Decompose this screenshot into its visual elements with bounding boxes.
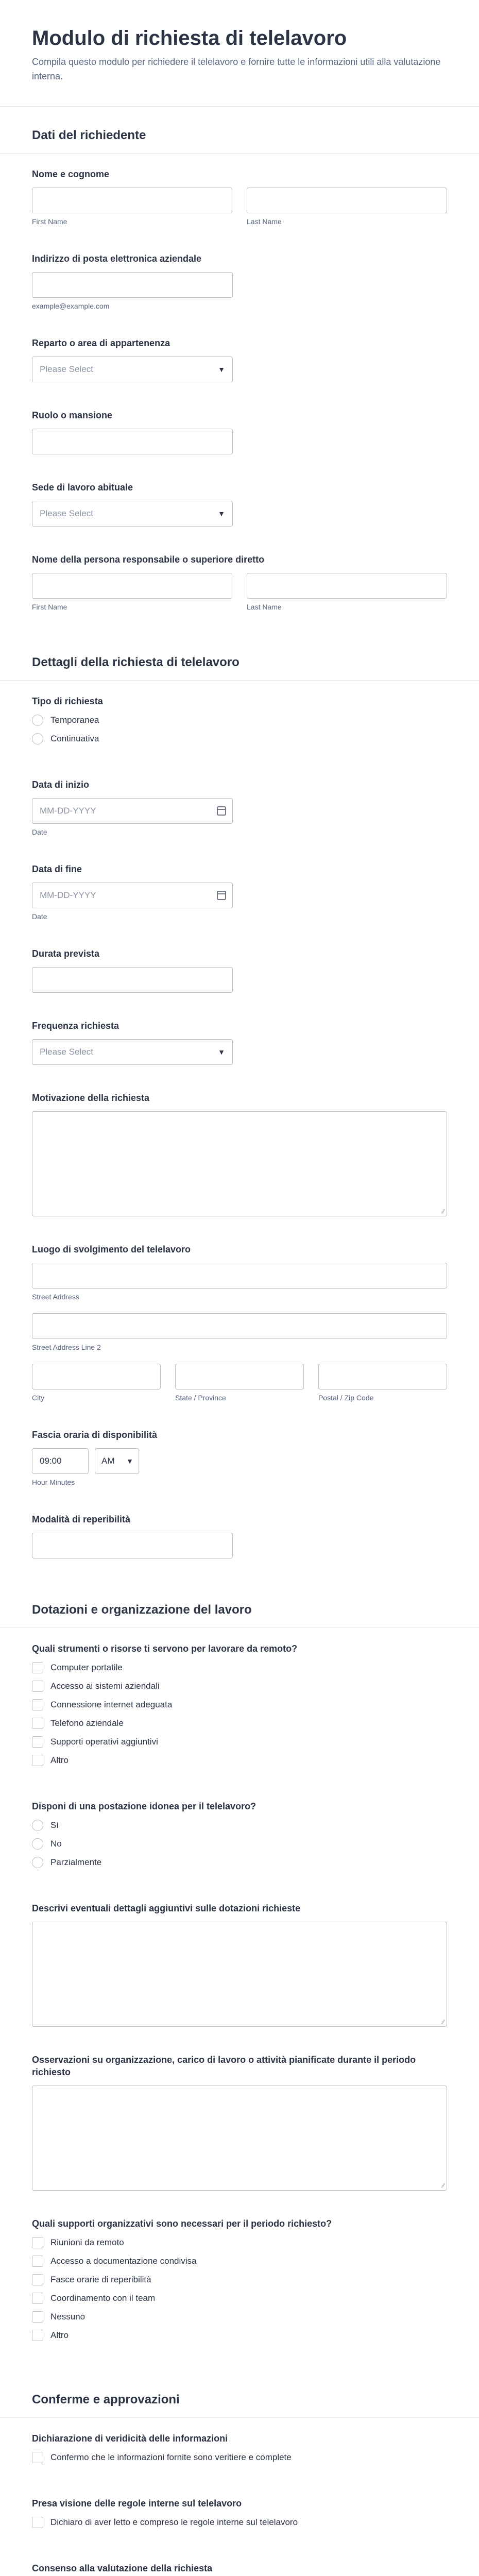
date-placeholder: MM-DD-YYYY: [40, 890, 96, 900]
field-label: Dichiarazione di veridicità delle informazioni: [32, 2433, 228, 2444]
zip-input[interactable]: [318, 1364, 447, 1389]
option-label: Coordinamento con il team: [50, 2293, 156, 2303]
field-consent: [0, 2548, 479, 2576]
field-label: Nome della persona responsabile o superiore diretto: [32, 554, 265, 565]
section-title: Dettagli della richiesta di telelavoro: [32, 655, 239, 669]
option-label: Computer portatile: [50, 1663, 123, 1672]
field-support: [0, 2203, 479, 2361]
field-label: Data di fine: [32, 864, 82, 874]
field-label: Nome e cognome: [32, 169, 110, 179]
checkbox-option[interactable]: [32, 1681, 447, 1692]
checkbox-option[interactable]: [32, 1736, 447, 1748]
end-date-input[interactable]: [32, 883, 233, 908]
resize-handle-icon[interactable]: ∕∕: [442, 2018, 444, 2025]
city-input[interactable]: [32, 1364, 161, 1389]
last-name-sublabel: Last Name: [247, 217, 282, 226]
radio-button[interactable]: [32, 1857, 43, 1868]
email-input[interactable]: [32, 272, 233, 298]
chevron-down-icon: ▼: [218, 1048, 225, 1056]
radio-button[interactable]: [32, 733, 43, 744]
option-label: Altro: [50, 1755, 69, 1765]
field-label: Quali strumenti o risorse ti servono per lavorare da remoto?: [32, 1643, 298, 1654]
option-label: No: [50, 1839, 62, 1849]
checkbox-option[interactable]: [32, 2452, 447, 2463]
field-label: Quali supporti organizzativi sono necessari per il periodo richiesto?: [32, 2218, 332, 2229]
department-placeholder: Please Select: [40, 364, 93, 374]
radio-option[interactable]: [32, 1838, 447, 1850]
first-name-input[interactable]: [32, 188, 232, 213]
field-motivation: [0, 1077, 479, 1229]
field-label: Fascia oraria di disponibilità: [32, 1430, 158, 1440]
section-confirmations: [0, 2371, 479, 2418]
section-applicant: [0, 107, 479, 154]
option-label: Altro: [50, 2330, 69, 2340]
field-label: Frequenza richiesta: [32, 1021, 119, 1031]
motivation-textarea[interactable]: [32, 1111, 447, 1216]
field-rules: [0, 2483, 479, 2548]
date-placeholder: MM-DD-YYYY: [40, 806, 96, 816]
extra-details-textarea[interactable]: [32, 1922, 447, 2027]
state-sublabel: State / Province: [175, 1394, 226, 1402]
time-input[interactable]: 09:00: [32, 1448, 89, 1474]
checkbox-option[interactable]: [32, 1699, 447, 1710]
field-observations: [0, 2039, 479, 2203]
radio-button[interactable]: [32, 1820, 43, 1831]
resize-handle-icon[interactable]: ∕∕: [442, 2182, 444, 2189]
street-address-input[interactable]: [32, 1263, 447, 1289]
manager-first-sublabel: First Name: [32, 603, 67, 611]
form-subtitle: Compila questo modulo per richiedere il telelavoro e fornire tutte le informazioni utili alla valutazione interna.: [32, 57, 441, 81]
checkbox-option[interactable]: [32, 1755, 447, 1766]
field-label: Data di inizio: [32, 779, 90, 790]
section-equipment: [0, 1581, 479, 1628]
city-sublabel: City: [32, 1394, 45, 1402]
chevron-down-icon: ▼: [126, 1457, 133, 1465]
form-header: [0, 0, 479, 107]
email-sublabel: example@example.com: [32, 302, 110, 310]
field-label: Indirizzo di posta elettronica aziendale: [32, 253, 202, 264]
field-label: Luogo di svolgimento del telelavoro: [32, 1244, 191, 1255]
option-label: Supporti operativi aggiuntivi: [50, 1737, 158, 1747]
option-label: Connessione internet adeguata: [50, 1700, 173, 1709]
field-full-name: [0, 154, 479, 238]
checkbox-option[interactable]: [32, 1718, 447, 1729]
checkbox[interactable]: [32, 2311, 43, 2323]
chevron-down-icon: ▼: [218, 365, 225, 374]
option-label: Accesso a documentazione condivisa: [50, 2256, 197, 2266]
field-email: [0, 238, 479, 323]
section-title: Dati del richiedente: [32, 128, 146, 142]
chevron-down-icon: ▼: [218, 510, 225, 518]
site-placeholder: Please Select: [40, 509, 93, 518]
resize-handle-icon[interactable]: ∕∕: [442, 1208, 444, 1215]
section-title: Dotazioni e organizzazione del lavoro: [32, 1603, 252, 1617]
zip-sublabel: Postal / Zip Code: [318, 1394, 374, 1402]
field-label: Durata prevista: [32, 948, 100, 959]
option-label: Parzialmente: [50, 1857, 102, 1867]
field-manager: [0, 539, 479, 623]
checkbox[interactable]: [32, 1662, 43, 1673]
section-request: [0, 634, 479, 681]
checkbox[interactable]: [32, 2237, 43, 2248]
checkbox-option[interactable]: [32, 2311, 447, 2323]
field-reachability: [0, 1499, 479, 1571]
option-label: Dichiaro di aver letto e compreso le regole interne sul telelavoro: [50, 2517, 298, 2527]
radio-button[interactable]: [32, 715, 43, 726]
frequency-placeholder: Please Select: [40, 1047, 93, 1057]
checkbox-option[interactable]: [32, 2237, 447, 2248]
field-request-type: [0, 681, 479, 764]
radio-button[interactable]: [32, 1838, 43, 1850]
checkbox[interactable]: [32, 2256, 43, 2267]
field-label: Sede di lavoro abituale: [32, 482, 133, 493]
field-label: Presa visione delle regole interne sul telelavoro: [32, 2498, 242, 2509]
field-hours: [0, 1414, 479, 1499]
date-sublabel: Date: [32, 912, 47, 921]
checkbox-option[interactable]: [32, 2293, 447, 2304]
radio-option[interactable]: [32, 733, 447, 744]
checkbox[interactable]: [32, 1718, 43, 1729]
field-duration: [0, 933, 479, 1005]
checkbox[interactable]: [32, 1736, 43, 1748]
field-label: Consenso alla valutazione della richiesta: [32, 2563, 213, 2573]
option-label: Accesso ai sistemi aziendali: [50, 1681, 160, 1691]
manager-first-name-input[interactable]: [32, 573, 232, 599]
option-label: Riunioni da remoto: [50, 2238, 124, 2247]
street-sublabel: Street Address: [32, 1293, 79, 1301]
checkbox[interactable]: [32, 2452, 43, 2463]
street-address-2-input[interactable]: [32, 1313, 447, 1339]
field-location: [0, 1229, 479, 1414]
reachability-input[interactable]: [32, 1533, 233, 1558]
calendar-icon[interactable]: [217, 891, 226, 900]
field-workstation: [0, 1786, 479, 1888]
field-start-date: [0, 764, 479, 849]
checkbox[interactable]: [32, 1699, 43, 1710]
option-label: Sì: [50, 1820, 59, 1830]
time-sublabel: Hour Minutes: [32, 1478, 75, 1486]
checkbox[interactable]: [32, 2517, 43, 2528]
department-select[interactable]: [32, 357, 233, 382]
checkbox[interactable]: [32, 2330, 43, 2341]
option-label: Nessuno: [50, 2312, 85, 2321]
date-sublabel: Date: [32, 828, 47, 836]
ampm-value: AM: [101, 1456, 115, 1466]
manager-last-sublabel: Last Name: [247, 603, 282, 611]
field-extra-details: [0, 1888, 479, 2039]
field-label: Disponi di una postazione idonea per il telelavoro?: [32, 1801, 256, 1811]
field-frequency: [0, 1005, 479, 1077]
frequency-select[interactable]: [32, 1039, 233, 1065]
calendar-icon[interactable]: [217, 806, 226, 816]
last-name-input[interactable]: [247, 188, 447, 213]
field-label: Descrivi eventuali dettagli aggiuntivi sulle dotazioni richieste: [32, 1903, 301, 1913]
checkbox-option[interactable]: [32, 2274, 447, 2285]
field-site: [0, 467, 479, 539]
field-label: Reparto o area di appartenenza: [32, 338, 170, 348]
radio-option[interactable]: [32, 1820, 447, 1831]
field-label: Ruolo o mansione: [32, 410, 113, 420]
checkbox[interactable]: [32, 1681, 43, 1692]
field-truthfulness: [0, 2418, 479, 2483]
field-role: [0, 395, 479, 467]
checkbox[interactable]: [32, 2293, 43, 2304]
street2-sublabel: Street Address Line 2: [32, 1343, 101, 1351]
field-label: Modalità di reperibilità: [32, 1514, 131, 1524]
form-title: Modulo di richiesta di telelavoro: [32, 27, 347, 49]
radio-option[interactable]: [32, 1857, 447, 1868]
field-end-date: [0, 849, 479, 933]
field-label: Motivazione della richiesta: [32, 1093, 150, 1103]
role-input[interactable]: [32, 429, 233, 454]
manager-last-name-input[interactable]: [247, 573, 447, 599]
checkbox[interactable]: [32, 1755, 43, 1766]
option-label: Temporanea: [50, 715, 99, 725]
field-label: Tipo di richiesta: [32, 696, 103, 706]
checkbox-option[interactable]: [32, 1662, 447, 1673]
field-department: [0, 323, 479, 395]
option-label: Continuativa: [50, 734, 99, 743]
checkbox-option[interactable]: [32, 2330, 447, 2341]
option-label: Confermo che le informazioni fornite sono veritiere e complete: [50, 2452, 292, 2462]
ampm-select[interactable]: [95, 1448, 139, 1474]
radio-option[interactable]: [32, 715, 447, 726]
field-tools: [0, 1628, 479, 1786]
site-select[interactable]: [32, 501, 233, 527]
start-date-input[interactable]: [32, 798, 233, 824]
duration-input[interactable]: [32, 967, 233, 993]
option-label: Telefono aziendale: [50, 1718, 124, 1728]
option-label: Fasce orarie di reperibilità: [50, 2275, 151, 2284]
section-title: Conferme e approvazioni: [32, 2393, 180, 2406]
checkbox-option[interactable]: [32, 2517, 447, 2528]
checkbox-option[interactable]: [32, 2256, 447, 2267]
field-label: Osservazioni su organizzazione, carico di lavoro o attività pianificate durante il periodo richiesto: [32, 2055, 416, 2077]
checkbox[interactable]: [32, 2274, 43, 2285]
state-input[interactable]: [175, 1364, 304, 1389]
first-name-sublabel: First Name: [32, 217, 67, 226]
observations-textarea[interactable]: [32, 2086, 447, 2191]
